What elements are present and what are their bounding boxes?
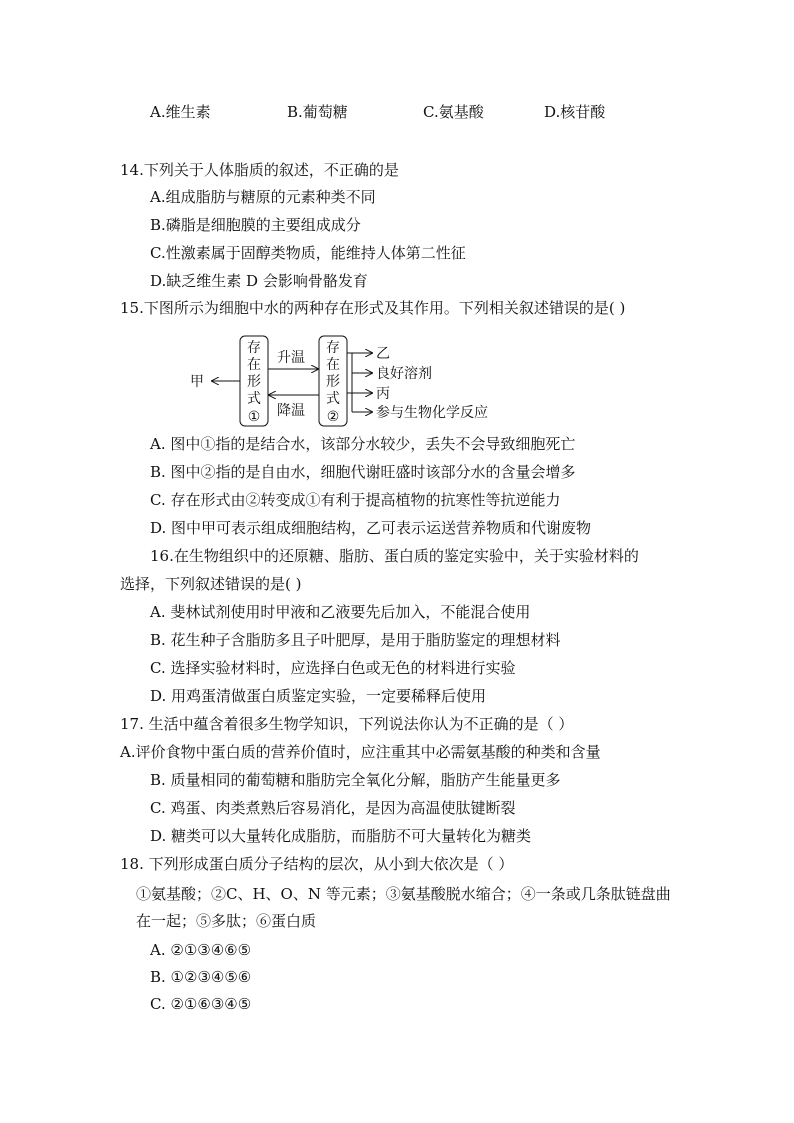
q16-option-a: A. 斐林试剂使用时甲液和乙液要先后加入，不能混合使用 [150,603,531,621]
q15-option-d: D. 图中甲可表示组成细胞结构，乙可表示运送营养物质和代谢废物 [150,519,592,537]
q17-option-a: A.评价食物中蛋白质的营养价值时，应注重其中必需氨基酸的种类和含量 [120,743,601,761]
q16-option-d: D. 用鸡蛋清做蛋白质鉴定实验，一定要稀释后使用 [150,687,487,705]
label-yi: 乙 [376,346,390,362]
label-bing: 丙 [376,386,390,402]
q18-items-line-2: 在一起；⑤多肽；⑥蛋白质 [136,912,317,930]
q15-option-a: A. 图中①指的是结合水，该部分水较少，丢失不会导致细胞死亡 [150,435,576,453]
q18-option-c: C. ②①⑥③④⑤ [150,995,252,1013]
label-jia: 甲 [190,374,204,390]
q17-option-b: B. 质量相同的葡萄糖和脂肪完全氧化分解，脂肪产生能量更多 [150,771,561,789]
q18-option-b: B. ①②③④⑤⑥ [150,968,252,986]
q14-option-a: A.组成脂肪与糖原的元素种类不同 [150,188,376,206]
q15-stem: 15.下图所示为细胞中水的两种存在形式及其作用。下列相关叙述错误的是( ) [120,299,626,317]
q18-option-a: A. ②①③④⑥⑤ [150,941,252,959]
form-1-char-4: 式 [247,391,261,407]
q13-option-a: A.维生素 [150,103,211,121]
q14-stem: 14.下列关于人体脂质的叙述，不正确的是 [120,161,399,179]
q13-option-c: C.氨基酸 [423,103,484,121]
q13-option-b: B.葡萄糖 [287,103,348,121]
q17-option-c: C. 鸡蛋、肉类煮熟后容易消化，是因为高温使肽键断裂 [150,799,516,817]
q17-stem: 17. 生活中蕴含着很多生物学知识，下列说法你认为不正确的是（ ） [120,715,574,733]
q14-option-b: B.磷脂是细胞膜的主要组成成分 [150,216,361,234]
q14-option-d: D.缺乏维生素 D 会影响骨骼发育 [150,272,368,290]
form-1-box [240,336,268,426]
q16-stem-line-1: 16.在生物组织中的还原糖、脂肪、蛋白质的鉴定实验中，关于实验材料的 [150,547,639,565]
q13-option-d: D.核苷酸 [544,103,606,121]
q18-stem: 18. 下列形成蛋白质分子结构的层次，从小到大依次是（ ） [120,855,514,873]
label-good-solvent: 良好溶剂 [376,366,432,382]
form-1-char-5: ① [247,409,261,425]
q16-option-b: B. 花生种子含脂肪多且子叶肥厚，是用于脂肪鉴定的理想材料 [150,631,561,649]
form-2-char-2: 在 [326,357,340,373]
form-2-char-5: ② [326,409,340,425]
q16-stem-line-2: 选择，下列叙述错误的是( ) [120,575,302,593]
q14-option-c: C.性激素属于固醇类物质，能维持人体第二性征 [150,244,466,262]
label-warming: 升温 [277,350,305,366]
q15-option-c: C. 存在形式由②转变成①有利于提高植物的抗寒性等抗逆能力 [150,491,561,509]
q15-option-b: B. 图中②指的是自由水，细胞代谢旺盛时该部分水的含量会增多 [150,463,576,481]
form-2-char-1: 存 [326,340,340,356]
form-1-char-3: 形 [247,374,261,390]
form-2-box [319,336,347,426]
label-cooling: 降温 [277,403,305,419]
form-2-char-4: 式 [326,391,340,407]
form-1-char-2: 在 [247,357,261,373]
form-1-char-1: 存 [247,340,261,356]
label-biochem-reaction: 参与生物化学反应 [376,405,488,421]
q16-option-c: C. 选择实验材料时，应选择白色或无色的材料进行实验 [150,659,516,677]
q17-option-d: D. 糖类可以大量转化成脂肪，而脂肪不可大量转化为糖类 [150,827,532,845]
q18-items-line-1: ①氨基酸；②C、H、O、N 等元素；③氨基酸脱水缩合；④一条或几条肽链盘曲 [136,885,671,903]
form-2-char-3: 形 [326,374,340,390]
